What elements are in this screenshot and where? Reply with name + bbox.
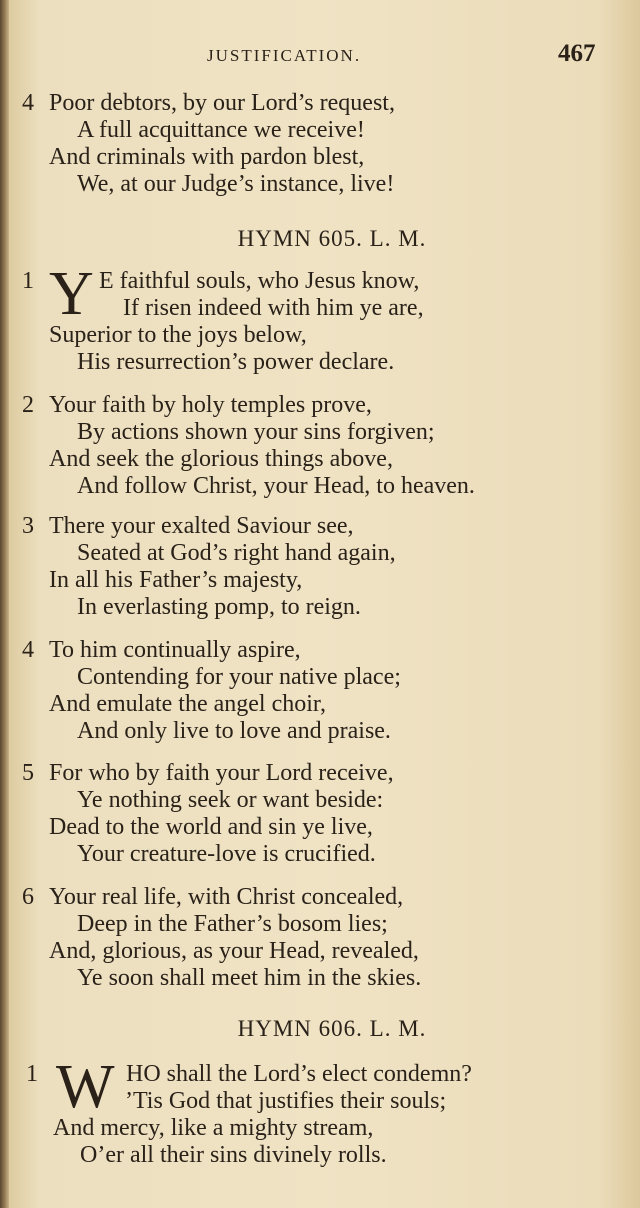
verse-line: Ye nothing seek or want beside: <box>77 787 384 813</box>
verse-line: Your faith by holy temples prove, <box>49 392 372 418</box>
verse-line: Your real life, with Christ concealed, <box>49 884 404 910</box>
verse-line: And, glorious, as your Head, revealed, <box>49 938 419 964</box>
verse-line: HO shall the Lord’s elect condemn? <box>126 1061 472 1087</box>
verse-line: A full acquittance we receive! <box>77 117 365 143</box>
drop-cap: W <box>56 1053 115 1121</box>
verse-line: Deep in the Father’s bosom lies; <box>77 911 388 937</box>
running-head: JUSTIFICATION. <box>207 46 362 65</box>
verse-line: And follow Christ, your Head, to heaven. <box>77 473 475 499</box>
verse-line: And mercy, like a mighty stream, <box>53 1115 374 1141</box>
stanza-number: 3 <box>22 513 34 539</box>
stanza-number: 4 <box>22 90 34 116</box>
verse-line: If risen indeed with him ye are, <box>123 295 424 321</box>
verse-line: Seated at God’s right hand again, <box>77 540 396 566</box>
drop-cap: Y <box>49 260 94 328</box>
stanza-number: 1 <box>22 268 34 294</box>
verse-line: Ye soon shall meet him in the skies. <box>77 965 422 991</box>
verse-line: Your creature-love is crucified. <box>77 841 376 867</box>
verse-line: For who by faith your Lord receive, <box>49 760 394 786</box>
verse-line: E faithful souls, who Jesus know, <box>99 268 420 294</box>
verse-line: And seek the glorious things above, <box>49 446 393 472</box>
page-number: 467 <box>558 40 596 67</box>
page-header <box>0 40 640 80</box>
verse-line: Dead to the world and sin ye live, <box>49 814 373 840</box>
stanza-number: 5 <box>22 760 34 786</box>
stanza-number: 6 <box>22 884 34 910</box>
verse-line: His resurrection’s power declare. <box>77 349 395 375</box>
verse-line: Contending for your native place; <box>77 664 401 690</box>
verse-line: To him continually aspire, <box>49 637 301 663</box>
verse-line: There your exalted Saviour see, <box>49 513 354 539</box>
verse-line: In all his Father’s majesty, <box>49 567 303 593</box>
verse-line: And criminals with pardon blest, <box>49 144 365 170</box>
verse-line: Poor debtors, by our Lord’s request, <box>49 90 395 116</box>
verse-line: ’Tis God that justifies their souls; <box>125 1088 447 1114</box>
verse-line: Superior to the joys below, <box>49 322 307 348</box>
verse-line: We, at our Judge’s instance, live! <box>77 171 395 197</box>
hymn-606-title: HYMN 606. L. M. <box>237 1016 427 1041</box>
verse-line: O’er all their sins divinely rolls. <box>80 1142 387 1168</box>
stanza-number: 4 <box>22 637 34 663</box>
stanza-number: 1 <box>26 1061 38 1087</box>
stanza-number: 2 <box>22 392 34 418</box>
hymn-605-title: HYMN 605. L. M. <box>237 226 427 251</box>
verse-line: And emulate the angel choir, <box>49 691 326 717</box>
verse-line: By actions shown your sins forgiven; <box>77 419 435 445</box>
verse-line: In everlasting pomp, to reign. <box>77 594 361 620</box>
verse-line: And only live to love and praise. <box>77 718 391 744</box>
